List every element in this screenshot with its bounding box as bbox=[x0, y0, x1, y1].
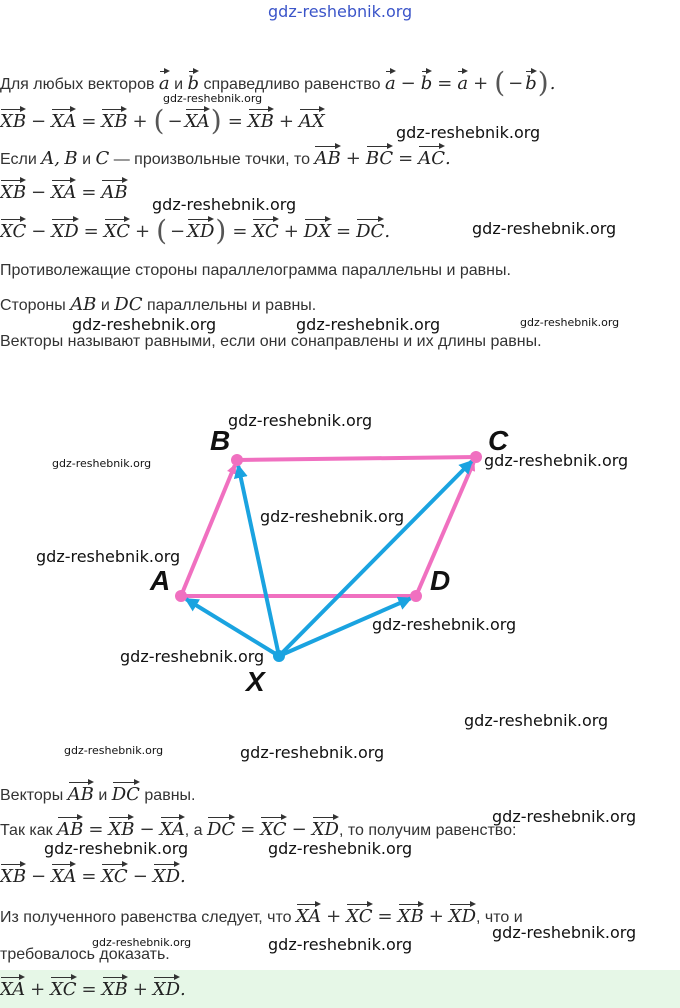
watermark: gdz-reshebnik.org bbox=[472, 219, 617, 238]
vec-AB: AB bbox=[101, 178, 127, 202]
op-eq: = bbox=[377, 906, 393, 927]
vector-AB-arrow bbox=[181, 466, 235, 596]
vec-XD: XD bbox=[312, 815, 339, 839]
text-and: и bbox=[100, 297, 110, 314]
watermark: gdz-reshebnik.org bbox=[152, 195, 297, 214]
op-minus: − bbox=[400, 73, 416, 94]
paren-open: ( bbox=[156, 214, 168, 247]
op-eq: = bbox=[398, 148, 414, 169]
point-A: A bbox=[41, 148, 55, 169]
op-eq: = bbox=[81, 866, 97, 887]
text-and: и bbox=[174, 76, 184, 93]
op-eq: = bbox=[81, 979, 97, 1000]
op-plus-2: + bbox=[283, 221, 299, 242]
vec-AB: AB bbox=[57, 815, 83, 839]
vec-DC: DC bbox=[356, 217, 384, 241]
op-eq-2: = bbox=[227, 111, 243, 132]
vec-AC: AC bbox=[418, 144, 445, 168]
op-eq-2: = bbox=[240, 819, 256, 840]
paren-close: ) bbox=[537, 66, 549, 99]
vec-XA: XA bbox=[51, 107, 76, 131]
watermark: gdz-reshebnik.org bbox=[44, 839, 189, 858]
text-since: Так как bbox=[0, 822, 53, 839]
vec-XD: XD bbox=[449, 902, 476, 926]
vec-XB: XB bbox=[398, 902, 424, 926]
vec-b-2: b bbox=[421, 69, 433, 93]
op-eq: = bbox=[81, 111, 97, 132]
edge-BC bbox=[237, 457, 476, 460]
watermark: gdz-reshebnik.org bbox=[52, 457, 152, 470]
line-triangle-rule bbox=[0, 144, 451, 169]
vec-XB: XB bbox=[0, 862, 26, 886]
vec-XA: XA bbox=[51, 178, 76, 202]
op-plus-2: + bbox=[278, 111, 294, 132]
paren-close: ) bbox=[215, 214, 227, 247]
op-minus: − bbox=[31, 221, 47, 242]
vec-XD-2: XD bbox=[187, 217, 214, 241]
op-eq: = bbox=[83, 221, 99, 242]
op-plus: + bbox=[132, 111, 148, 132]
paren-close: ) bbox=[210, 104, 222, 137]
op-eq: = bbox=[437, 73, 453, 94]
seg-DC: DC bbox=[114, 294, 143, 315]
text-what-and: , что и bbox=[476, 909, 523, 926]
final-result-box bbox=[0, 970, 680, 1008]
vec-XB-2: XB bbox=[101, 107, 127, 131]
vec-XB: XB bbox=[0, 107, 26, 131]
vec-XD: XD bbox=[153, 862, 180, 886]
watermark: gdz-reshebnik.org bbox=[520, 316, 620, 329]
watermark: gdz-reshebnik.org bbox=[296, 315, 441, 334]
text-and: и bbox=[98, 787, 108, 804]
text-and: и bbox=[82, 151, 92, 168]
point-C-dot bbox=[470, 451, 482, 463]
op-minus: − bbox=[31, 182, 47, 203]
vec-BC: BC bbox=[366, 144, 393, 168]
paren-open: ( bbox=[494, 66, 506, 99]
vec-b: b bbox=[188, 69, 200, 93]
op-minus-2: − bbox=[170, 221, 186, 242]
watermark: gdz-reshebnik.org bbox=[163, 92, 263, 105]
line-xb-xa-1 bbox=[0, 104, 325, 137]
line-xb-xa-ab bbox=[0, 178, 128, 203]
watermark: gdz-reshebnik.org bbox=[268, 935, 413, 954]
watermark: gdz-reshebnik.org bbox=[464, 711, 609, 730]
watermark: gdz-reshebnik.org bbox=[396, 123, 541, 142]
parallelogram-diagram bbox=[0, 390, 680, 750]
vec-AB: AB bbox=[314, 144, 340, 168]
op-plus: + bbox=[30, 979, 46, 1000]
vertex-label-X: X bbox=[246, 666, 265, 697]
op-plus-2: + bbox=[132, 979, 148, 1000]
vec-a: a bbox=[159, 69, 170, 93]
vec-XA: XA bbox=[51, 862, 76, 886]
point-B-dot bbox=[231, 454, 243, 466]
vec-XA-2: XA bbox=[185, 107, 210, 131]
vec-XC: XC bbox=[260, 815, 286, 839]
seg-AB: AB bbox=[70, 294, 97, 315]
text-vectors: Векторы bbox=[0, 787, 64, 804]
vec-XC: XC bbox=[0, 217, 26, 241]
line-sides-ab-dc bbox=[0, 294, 316, 315]
watermark: gdz-reshebnik.org bbox=[120, 647, 265, 666]
line-ab-dc-equal bbox=[0, 780, 195, 805]
op-minus-2: − bbox=[508, 73, 524, 94]
dot: . bbox=[180, 979, 186, 1000]
op-plus: + bbox=[345, 148, 361, 169]
vec-XD: XD bbox=[51, 217, 78, 241]
vec-XC: XC bbox=[346, 902, 372, 926]
watermark: gdz-reshebnik.org bbox=[240, 743, 385, 762]
op-plus: + bbox=[135, 221, 151, 242]
vec-XC-3: XC bbox=[252, 217, 278, 241]
line-derived-equality bbox=[0, 862, 186, 887]
op-eq-3: = bbox=[336, 221, 352, 242]
dot: . bbox=[384, 221, 391, 242]
text-required-to-prove: требовалось доказать. bbox=[0, 946, 170, 963]
vec-XB: XB bbox=[102, 975, 128, 999]
vec-XB-3: XB bbox=[248, 107, 274, 131]
vec-AB: AB bbox=[68, 780, 94, 804]
line-xc-xd-dc bbox=[0, 214, 390, 247]
op-plus: + bbox=[326, 906, 342, 927]
text-equal-vectors-definition: Векторы называют равными, если они сонаправлены и их длины равны. bbox=[0, 333, 542, 350]
vertex-label-D: D bbox=[430, 565, 451, 596]
vec-AX: AX bbox=[299, 107, 325, 131]
text-parallelogram-property: Противолежащие стороны параллелограмма параллельны и равны. bbox=[0, 262, 511, 279]
vec-XA: XA bbox=[296, 902, 321, 926]
vec-DX: DX bbox=[304, 217, 331, 241]
line-conclusion bbox=[0, 902, 523, 927]
vec-XA: XA bbox=[0, 975, 25, 999]
vec-XD: XD bbox=[153, 975, 180, 999]
dot: . bbox=[445, 148, 451, 169]
comma: , bbox=[54, 148, 60, 169]
paren-open: ( bbox=[153, 104, 165, 137]
op-eq-2: = bbox=[232, 221, 248, 242]
watermark: gdz-reshebnik.org bbox=[92, 936, 192, 949]
op-plus-2: + bbox=[428, 906, 444, 927]
vec-XC-2: XC bbox=[104, 217, 130, 241]
vertex-label-B: B bbox=[210, 425, 231, 456]
vec-a-2: a bbox=[385, 69, 396, 93]
vector-XB-arrow bbox=[238, 466, 279, 656]
watermark: gdz-reshebnik.org bbox=[372, 615, 517, 634]
dot: . bbox=[180, 866, 186, 887]
op-minus: − bbox=[31, 111, 47, 132]
vec-XC: XC bbox=[101, 862, 127, 886]
vertex-label-A: A bbox=[150, 565, 171, 596]
op-plus: + bbox=[473, 73, 489, 94]
text-from-equality: Из полученного равенства следует, что bbox=[0, 909, 292, 926]
point-A-dot bbox=[175, 590, 187, 602]
vec-b-3: b bbox=[525, 69, 537, 93]
vertex-label-C: C bbox=[488, 425, 509, 456]
op-eq: = bbox=[88, 819, 104, 840]
line-vectors-identity bbox=[0, 66, 555, 99]
vec-XA: XA bbox=[160, 815, 185, 839]
line-since bbox=[0, 815, 516, 840]
op-minus-2: − bbox=[291, 819, 307, 840]
line-final-equality bbox=[0, 975, 186, 1000]
dot: . bbox=[549, 73, 556, 94]
point-D-dot bbox=[410, 590, 422, 602]
op-minus-2: − bbox=[132, 866, 148, 887]
vec-XB: XB bbox=[0, 178, 26, 202]
vec-DC: DC bbox=[207, 815, 235, 839]
watermark: gdz-reshebnik.org bbox=[72, 315, 217, 334]
text-parallel-equal: параллельны и равны. bbox=[146, 297, 317, 314]
op-minus-2: − bbox=[167, 111, 183, 132]
text-if: Если bbox=[0, 151, 37, 168]
text-sides: Стороны bbox=[0, 297, 66, 314]
text-for-any-vectors: Для любых векторов bbox=[0, 76, 155, 93]
text-arbitrary-points: — произвольные точки, то bbox=[113, 151, 311, 168]
op-eq: = bbox=[81, 182, 97, 203]
vec-XC: XC bbox=[50, 975, 76, 999]
watermark: gdz-reshebnik.org bbox=[492, 923, 637, 942]
watermark: gdz-reshebnik.org bbox=[228, 411, 373, 430]
header-watermark[interactable]: gdz-reshebnik.org bbox=[268, 2, 413, 21]
vec-XB: XB bbox=[108, 815, 134, 839]
op-minus: − bbox=[139, 819, 155, 840]
vec-DC: DC bbox=[112, 780, 140, 804]
watermark: gdz-reshebnik.org bbox=[36, 547, 181, 566]
point-B: B bbox=[64, 148, 78, 169]
text-equal: равны. bbox=[144, 787, 196, 804]
watermark: gdz-reshebnik.org bbox=[64, 744, 164, 757]
watermark: gdz-reshebnik.org bbox=[484, 451, 629, 470]
text-we-get: , то получим равенство: bbox=[338, 822, 517, 839]
point-C: C bbox=[95, 148, 110, 169]
watermark: gdz-reshebnik.org bbox=[268, 839, 413, 858]
point-X-dot bbox=[273, 650, 285, 662]
text-equality-holds: справедливо равенство bbox=[203, 76, 381, 93]
watermark: gdz-reshebnik.org bbox=[260, 507, 405, 526]
text-and-a: , а bbox=[184, 822, 203, 839]
op-minus: − bbox=[31, 866, 47, 887]
vec-a-3: a bbox=[457, 69, 468, 93]
watermark: gdz-reshebnik.org bbox=[492, 807, 637, 826]
